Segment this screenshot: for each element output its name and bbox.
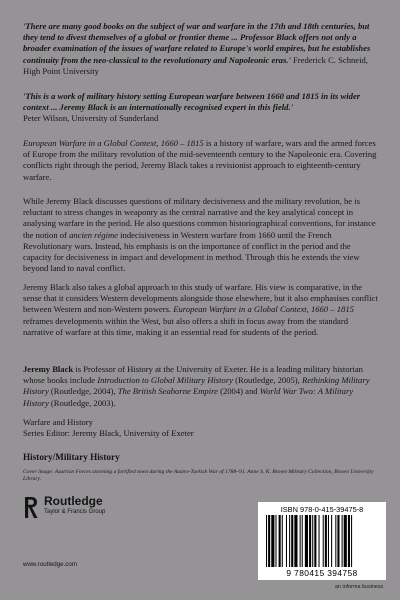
series-editor: Series Editor: Jeremy Black, University of Exeter <box>23 428 194 439</box>
quote-attribution: Frederick C. Schneid, High Point University <box>23 54 368 76</box>
barcode-bar <box>302 515 303 567</box>
barcode-bar <box>337 515 339 567</box>
barcode-bar <box>291 515 293 567</box>
paragraph-italic: ancien régime <box>69 229 118 240</box>
description-paragraph-3 <box>23 282 379 338</box>
quote-text: 'This is a work of military history setting European warfare between 1660 and 1815 in its wider context ... Jeremy Black is an internationally recognised expert in this field.' <box>23 91 361 113</box>
publisher-name: Routledge <box>44 494 103 508</box>
author-bio <box>23 364 379 409</box>
barcode-bar <box>268 515 270 567</box>
barcode-bar <box>312 515 313 567</box>
book-title: World War Two: A Military History <box>23 386 354 408</box>
barcode-bar <box>275 515 276 567</box>
barcode-bar <box>335 515 336 567</box>
isbn-barcode <box>258 502 386 580</box>
informa-footer: an informa business <box>335 584 384 590</box>
barcode-bar <box>279 515 281 567</box>
barcode-bar <box>323 515 324 567</box>
barcode-bar <box>351 515 352 567</box>
description-paragraph-1 <box>23 138 379 183</box>
barcode-bar <box>300 515 301 567</box>
description-paragraph-2 <box>23 196 379 274</box>
bio-text: is Professor of History at the University of Exeter. He is a leading military historian whose books include <box>23 364 363 386</box>
barcode-bar <box>282 515 283 567</box>
series-info <box>23 417 379 439</box>
review-quote-2 <box>23 91 379 125</box>
barcode-bar <box>286 515 287 567</box>
barcode-bar <box>305 515 308 567</box>
author-name: Jeremy Black <box>23 364 74 374</box>
barcode-bar <box>266 515 267 567</box>
paragraph-text: is a history of warfare, wars and the armed forces of Europe from the military revolution of the mid-seventeenth century to the Napoleonic era. Covering conflicts right through the period, Jeremy Black takes a revisionist approach to eighteenth-century warfare. <box>23 138 377 182</box>
barcode-bar <box>348 515 350 567</box>
bio-text: (2004) and <box>217 386 260 397</box>
quote-attribution: Peter Wilson, University of Sunderland <box>23 113 159 124</box>
barcode-bar <box>319 515 320 567</box>
publisher-logo <box>23 494 183 536</box>
barcode-digits: 9 780415 394758 <box>286 568 358 578</box>
publisher-group: Taylor & Francis Group <box>44 509 106 515</box>
barcode-bars <box>266 515 378 567</box>
book-title: European Warfare in a Global Context, 1660 – 1815 <box>23 138 204 148</box>
cover-image-credit <box>23 469 379 483</box>
subject-category <box>23 452 379 463</box>
barcode-bar <box>328 515 329 567</box>
book-title: Introduction to Global Military History <box>97 375 233 386</box>
paragraph-text-a: While Jeremy Black discusses questions of military decisiveness and the military revolution, he is reluctant to stress changes in weaponry as the central narrative and the key analytical concept in analysing warfare in the period. He also questions common historiographical conventions, for instance the notion of <box>23 196 376 240</box>
credit-text: Cover image: Austrian Forces storming a fortified town during the Austro-Turkish War of 1788–91. Anne S. K. Brown Military Collection, Brown University Library. <box>23 469 374 483</box>
barcode-bar <box>309 515 311 567</box>
bio-text: (Routledge, 2005), <box>232 375 302 386</box>
barcode-bar <box>325 515 327 567</box>
barcode-bar <box>344 515 347 567</box>
barcode-bar <box>314 515 316 567</box>
paragraph-text-b: indecisiveness in Western warfare from 1660 until the French Revolutionary wars. Instead, his emphasis is on the importance of conflict in the period and the capacity for decisiveness in impact and development in method. Through this he extends the view beyond land to naval conflict. <box>23 229 360 274</box>
isbn-label: ISBN 978-0-415-39475-8 <box>280 505 364 514</box>
barcode-bar <box>342 515 343 567</box>
review-quote-1 <box>23 21 379 77</box>
routledge-r-icon <box>23 495 39 519</box>
barcode-bar <box>289 515 290 567</box>
subject-label: History/Military History <box>23 452 120 462</box>
bio-text: (Routledge, 2003). <box>48 397 116 408</box>
series-name: Warfare and History <box>23 417 93 427</box>
paragraph-text-a: Jeremy Black also takes a global approach to this study of warfare. His view is comparative, in the sense that it considers Western developments alongside those elsewhere, but it also emphasises conflict between Western and non-Western powers. <box>23 282 378 315</box>
quote-text: 'There are many good books on the subject of war and warfare in the 17th and 18th centuries, but they tend to divest themselves of a global or frontier theme ... Professor Black offers not only a broader examination of the issues of warfare related to Europe's world empires, but he establishes continuity from the neo-classical to the revolutionary and Napoleonic eras.' <box>23 21 371 65</box>
book-title: The British Seaborne Empire <box>117 386 218 397</box>
book-title: European Warfare in a Global Context, 1660 – 1815 <box>173 304 354 315</box>
book-title: Rethinking Military History <box>23 375 370 397</box>
bio-text: (Routledge, 2004), <box>48 386 118 397</box>
publisher-url: www.routledge.com <box>23 561 77 568</box>
barcode-bar <box>271 515 274 567</box>
paragraph-text-b: reframes developments within the West, but also offers a shift in focus away from the standard narrative of warfare at this time, making it an essential read for students of the period. <box>23 315 348 337</box>
barcode-bar <box>294 515 297 567</box>
barcode-bar <box>331 515 332 567</box>
